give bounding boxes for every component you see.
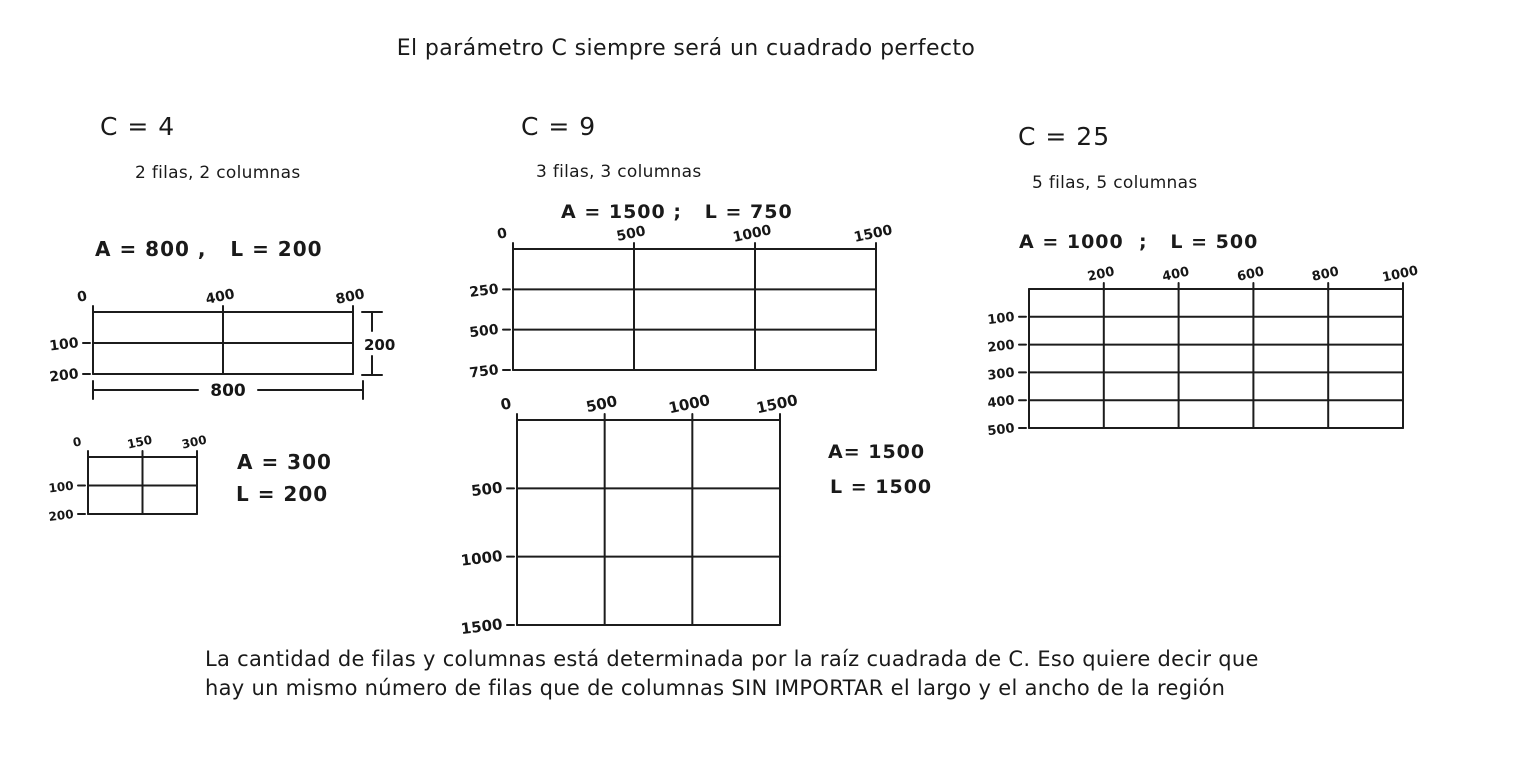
x-tick-label: 1000 bbox=[667, 390, 712, 418]
x-tick-label: 600 bbox=[1235, 264, 1266, 285]
x-tick-label: 400 bbox=[204, 286, 237, 308]
y-tick-label: 200 bbox=[986, 337, 1016, 356]
x-tick-label: 0 bbox=[71, 434, 83, 450]
x-tick-label: 400 bbox=[1161, 264, 1191, 285]
c9-subheading: 3 filas, 3 columnas bbox=[536, 162, 702, 182]
x-tick-label: 800 bbox=[334, 286, 367, 308]
x-tick-label: 1500 bbox=[754, 390, 800, 418]
x-tick-label: 150 bbox=[125, 432, 154, 452]
x-tick-label: 1000 bbox=[731, 222, 773, 246]
x-tick-label: 200 bbox=[1086, 264, 1116, 285]
x-tick-label: 1500 bbox=[852, 222, 894, 246]
y-tick-label: 100 bbox=[47, 478, 75, 496]
c9-heading: C = 9 bbox=[521, 112, 597, 141]
y-tick-label: 500 bbox=[468, 321, 500, 342]
c25-params: A = 1000 ; L = 500 bbox=[1019, 231, 1259, 253]
footer-line-1: La cantidad de filas y columnas está determinada por la raíz cuadrada de C. Eso quiere decir que bbox=[205, 647, 1259, 671]
y-tick-label: 300 bbox=[986, 365, 1016, 384]
c9-square-area-annotation: A= 1500 bbox=[828, 441, 926, 463]
c4-height-dimension-label: 200 bbox=[364, 336, 396, 354]
y-tick-label: 100 bbox=[48, 335, 80, 355]
footer-note bbox=[205, 645, 1325, 703]
y-tick-label: 400 bbox=[986, 393, 1016, 412]
grid-c25 bbox=[977, 253, 1449, 440]
x-tick-label: 1000 bbox=[1381, 263, 1420, 286]
c25-heading: C = 25 bbox=[1018, 122, 1111, 151]
x-tick-label: 500 bbox=[584, 392, 619, 417]
y-tick-label: 200 bbox=[48, 366, 80, 386]
grid-c9-square bbox=[459, 384, 826, 639]
c4-heading: C = 4 bbox=[100, 112, 176, 141]
page-title: El parámetro C siempre será un cuadrado perfecto bbox=[396, 36, 976, 61]
grid-c9-wide bbox=[461, 213, 922, 382]
grid-c4-small bbox=[36, 421, 243, 526]
y-tick-label: 250 bbox=[468, 281, 500, 301]
x-tick-label: 0 bbox=[75, 288, 89, 306]
c4-small-length-annotation: L = 200 bbox=[236, 482, 329, 506]
y-tick-label: 1500 bbox=[459, 615, 504, 639]
x-tick-label: 300 bbox=[180, 432, 208, 452]
x-tick-label: 0 bbox=[495, 225, 509, 243]
grid-c4-rect bbox=[41, 276, 399, 386]
x-tick-label: 500 bbox=[615, 223, 648, 245]
c4-width-dimension-label: 800 bbox=[210, 381, 246, 401]
y-tick-label: 500 bbox=[470, 478, 504, 501]
c4-subheading: 2 filas, 2 columnas bbox=[135, 163, 301, 183]
c4-small-area-annotation: A = 300 bbox=[237, 450, 332, 474]
x-tick-label: 0 bbox=[498, 394, 513, 414]
y-tick-label: 750 bbox=[468, 362, 500, 382]
y-tick-label: 500 bbox=[986, 421, 1016, 440]
x-tick-label: 800 bbox=[1310, 264, 1341, 285]
c25-subheading: 5 filas, 5 columnas bbox=[1032, 173, 1198, 193]
y-tick-label: 100 bbox=[986, 309, 1016, 329]
c9-params: A = 1500 ; L = 750 bbox=[561, 201, 793, 223]
c4-params: A = 800 , L = 200 bbox=[95, 237, 323, 261]
y-tick-label: 200 bbox=[47, 507, 75, 525]
c9-square-length-annotation: L = 1500 bbox=[830, 476, 933, 498]
y-tick-label: 1000 bbox=[459, 546, 504, 570]
footer-line-2: hay un mismo número de filas que de columnas SIN IMPORTAR el largo y el ancho de la región bbox=[205, 676, 1226, 700]
